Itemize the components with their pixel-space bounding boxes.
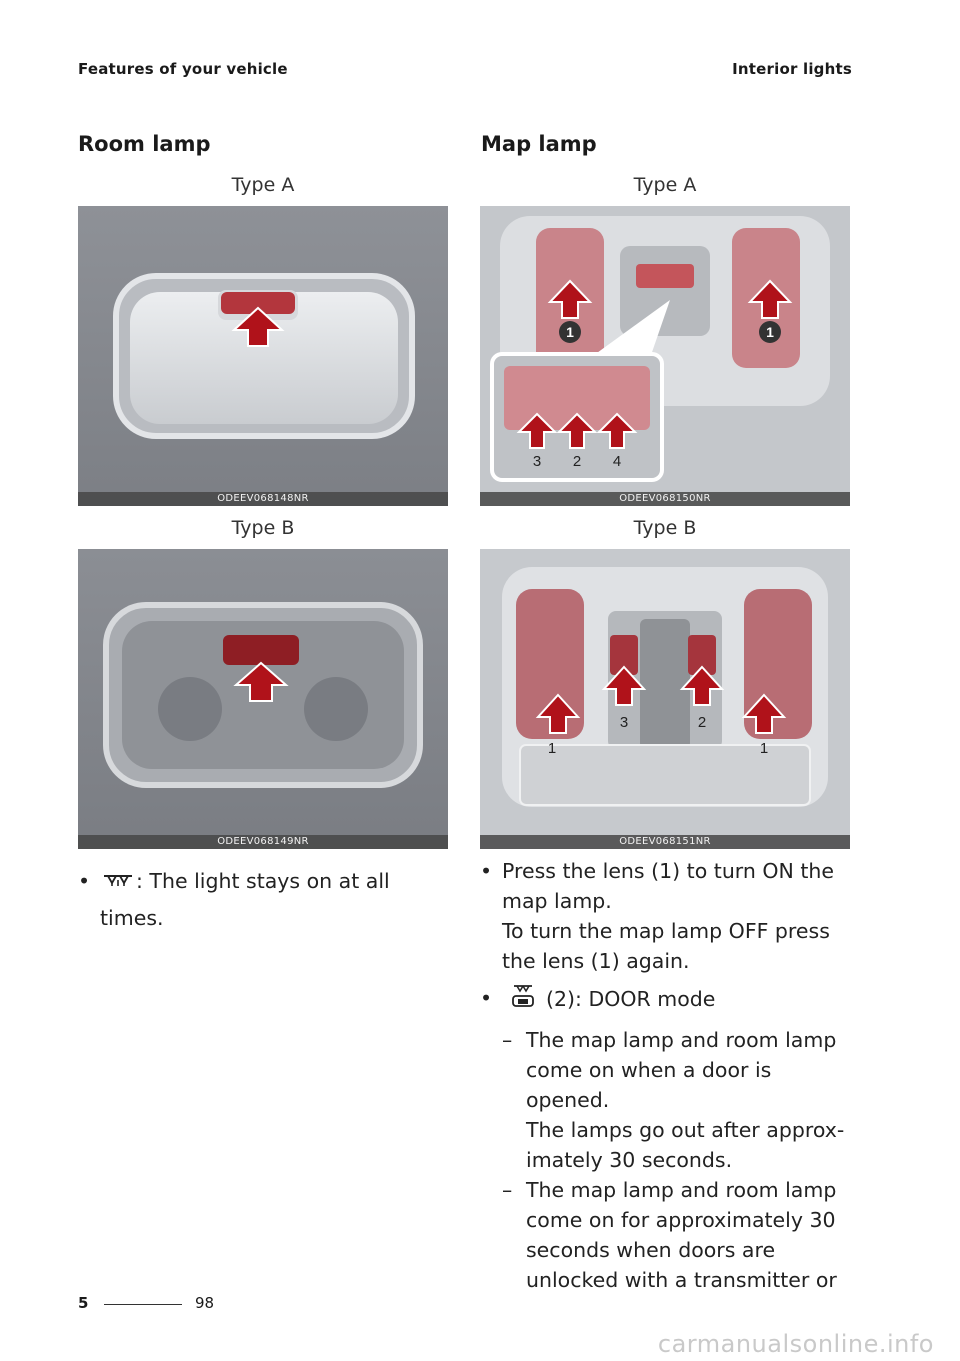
list-item: • (2): DOOR mode — [480, 983, 850, 1017]
footer-section-number: 5 — [78, 1294, 89, 1312]
bullet-text: : The light stays on at all — [136, 869, 390, 893]
bullet-text-continued: times. — [100, 906, 164, 930]
map-lamp-description — [480, 856, 850, 1295]
callout-number: 4 — [612, 453, 622, 470]
photo-caption: ODEEV068148NR — [78, 492, 448, 506]
callout-number: 3 — [532, 453, 542, 470]
photo-caption: ODEEV068151NR — [480, 835, 850, 849]
photo-caption: ODEEV068150NR — [480, 492, 850, 506]
map-lamp-type-a-label: Type A — [633, 174, 697, 196]
photo-caption: ODEEV068149NR — [78, 835, 448, 849]
header-chapter-title: Interior lights — [732, 60, 852, 78]
callout-number: 1 — [566, 324, 574, 340]
callout-number: 2 — [697, 714, 707, 731]
list-item: • Press the lens (1) to turn ON the map lamp. To turn the map lamp OFF press the lens (1) again. — [480, 859, 835, 973]
room-lamp-on-icon — [100, 867, 136, 897]
room-lamp-type-a-photo — [78, 206, 448, 506]
callout-number: 3 — [619, 714, 629, 731]
callout-number: 1 — [766, 324, 774, 340]
list-item: • : The light stays on at all — [78, 866, 448, 897]
callout-number: 1 — [547, 740, 557, 757]
room-lamp-description — [78, 866, 448, 933]
footer-divider — [104, 1304, 182, 1305]
room-lamp-type-b-photo — [78, 549, 448, 849]
map-lamp-type-a-photo — [480, 206, 850, 506]
room-lamp-type-b-label: Type B — [231, 517, 295, 539]
header-section-title: Features of your vehicle — [78, 60, 288, 78]
map-lamp-type-b-label: Type B — [633, 517, 697, 539]
callout-number: 1 — [759, 740, 769, 757]
map-lamp-type-b-photo — [480, 549, 850, 849]
watermark: carmanualsonline.info — [657, 1330, 934, 1358]
footer-page-number: 98 — [195, 1294, 215, 1312]
door-mode-icon — [508, 983, 538, 1017]
list-item: – The map lamp and room lamp come on when a door is opened. The lamps go out after approx- imately 30 seconds. — [502, 1028, 845, 1172]
list-item: – The map lamp and room lamp come on for approximately 30 seconds when doors are unlocked with a transmitter or — [502, 1178, 837, 1292]
map-lamp-title: Map lamp — [481, 132, 597, 156]
room-lamp-type-a-label: Type A — [231, 174, 295, 196]
room-lamp-title: Room lamp — [78, 132, 211, 156]
callout-number: 2 — [572, 453, 582, 470]
